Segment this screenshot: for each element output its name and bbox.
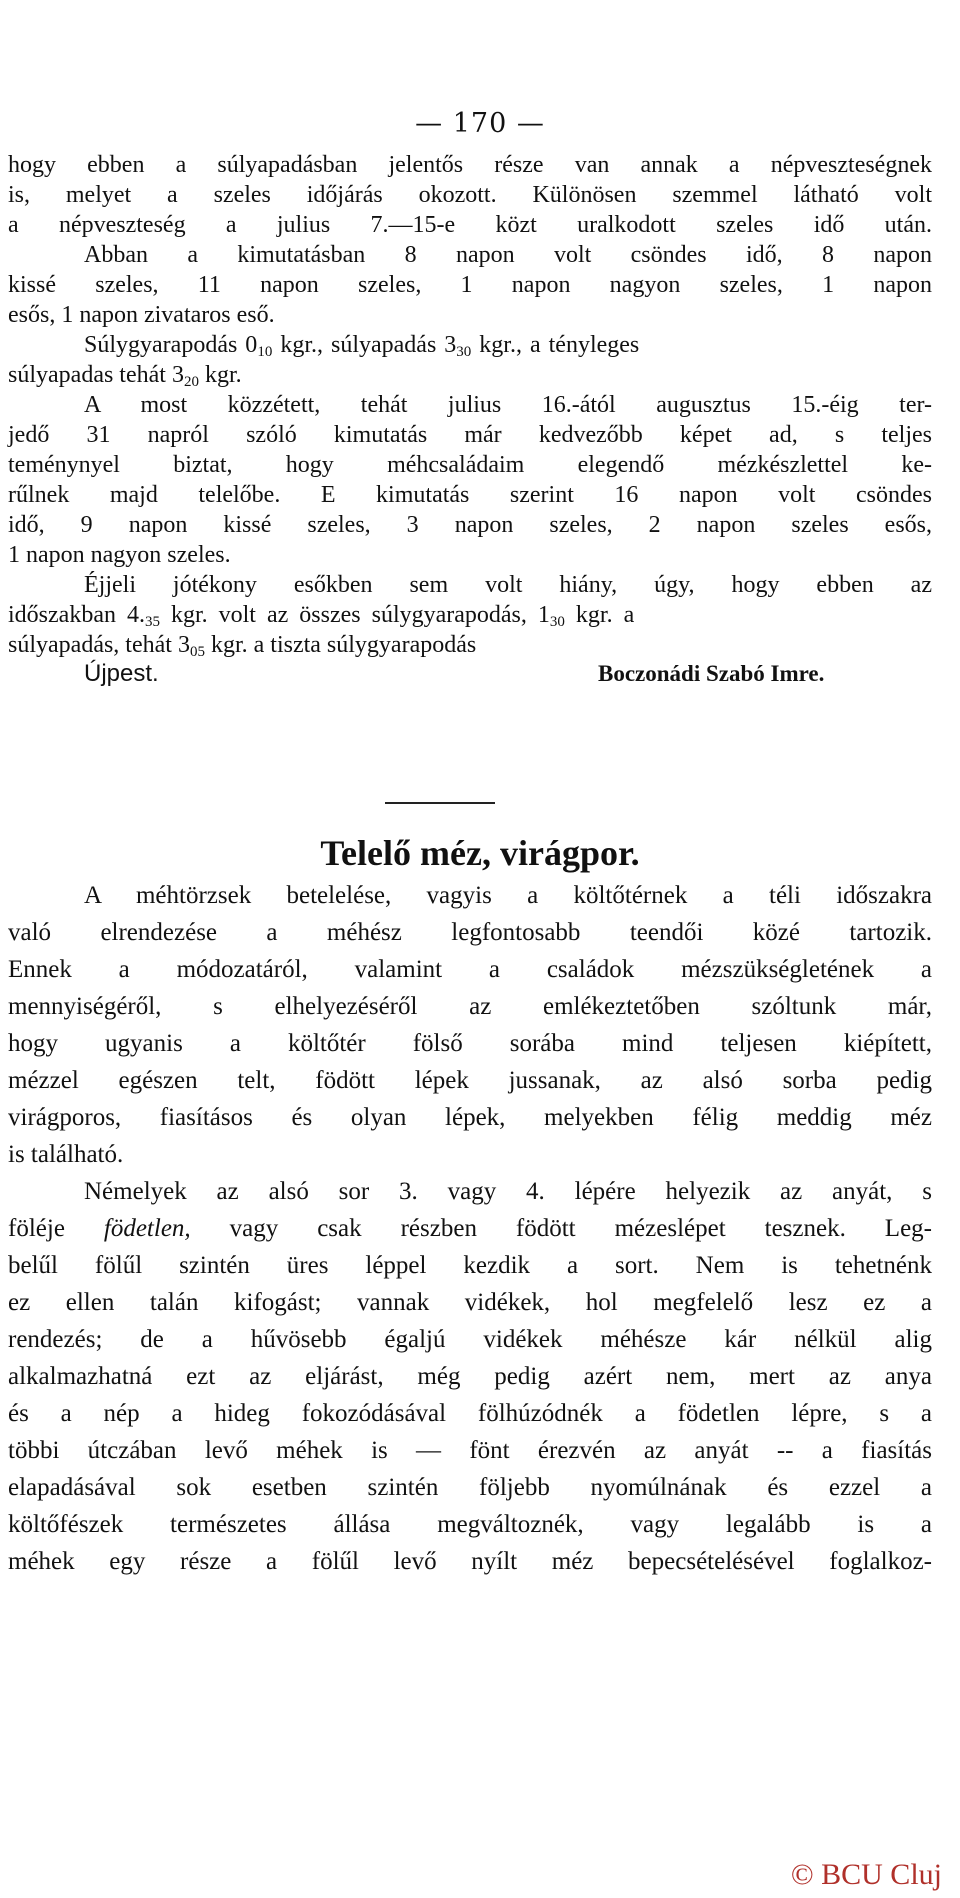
report2-line-5: idő, 9 napon kissé szeles, 3 napon szeles, 2 napon szeles esős, (8, 512, 932, 538)
report2-line-6: 1 napon nagyon szeles. (8, 542, 231, 568)
report-line-6: esős, 1 napon zivataros eső. (8, 302, 275, 328)
article-line-13: rendezés; de a hűvösebb égaljú vidékek méhésze kár nélkül alig (8, 1326, 932, 1353)
article-line-8: is található. (8, 1141, 124, 1168)
article-title: Telelő méz, virágpor. (320, 833, 640, 873)
article-line-4: mennyiségéről, s elhelyezéséről az emlékeztetőben szóltunk már, (8, 993, 932, 1020)
report2-line-4: rűlnek majd telelőbe. E kimutatás szerint 16 napon volt csöndes (8, 482, 932, 508)
period-line: időszakban $4._{35}$ kgr. volt az összes súlygyarapodás, $1_{30}$ kgr. a (8, 602, 635, 630)
article-line-16: többi útczában levő méhek is — fönt érezvén az anyát -- a fiasítás (8, 1437, 932, 1464)
copyright-watermark: © BCU Cluj (790, 1858, 942, 1891)
article-line-7: virágporos, fiasításos és olyan lépek, melyekben félig meddig méz (8, 1104, 932, 1131)
author-signature: Boczonádi Szabó Imre. (598, 661, 825, 686)
article-line-11: belűl fölűl szintén üres léppel kezdik a sort. Nem is tehetnénk (8, 1252, 932, 1279)
article-line-19: méhek egy része a fölűl levő nyílt méz bepecsételésével foglalkoz- (8, 1548, 932, 1575)
report2-line-7: Éjjeli jótékony esőkben sem volt hiány, úgy, hogy ebben az (84, 572, 932, 598)
report-line-3: a népveszteség a julius 7.—15-e közt uralkodott szeles idő után. (8, 212, 932, 238)
report-line-5: kissé szeles, 11 napon szeles, 1 napon nagyon szeles, 1 napon (8, 272, 932, 298)
page-number: — 170 — (415, 108, 545, 139)
article-line-1: A méhtörzsek betelelése, vagyis a költőtérnek a téli időszakra (84, 882, 932, 909)
article-line-12: ez ellen talán kifogást; vannak vidékek, hol megfelelő lesz ez a (8, 1289, 932, 1316)
article-line-18: költőfészek természetes állása megváltoznék, vagy legalább is a (8, 1511, 932, 1538)
final-line: súlyapadás, tehát $3_{05}$ kgr. a tiszta súlygyarapodás (8, 632, 477, 660)
article-line-2: való elrendezése a méhész legfontosabb teendői közé tartozik. (8, 919, 932, 946)
article-line-6: mézzel egészen telt, födött lépek jussanak, az alsó sorba pedig (8, 1067, 932, 1094)
article-line-15: és a nép a hideg fokozódásával fölhúzódnék a födetlen lépre, s a (8, 1400, 932, 1427)
net-line: súlyapadas tehát $3_{20}$ kgr. (8, 362, 242, 390)
italic-line: föléje födetlen, vagy csak részben födött mézeslépet tesznek. Leg- (8, 1215, 932, 1242)
report2-line-2: jedő 31 napról szóló kimutatás már kedvezőbb képet ad, s teljes (8, 422, 932, 448)
article-line-14: alkalmazhatná ezt az eljárást, még pedig azért nem, mert az anya (8, 1363, 932, 1390)
article-line-17: elapadásával sok esetben szintén följebb nyomúlnának és ezzel a (8, 1474, 932, 1501)
section-divider (385, 802, 495, 804)
place-name: Újpest. (84, 660, 159, 687)
article-line-3: Ennek a módozatáról, valamint a családok mézszükségletének a (8, 956, 932, 983)
report-line-1: hogy ebben a súlyapadásban jelentős része van annak a népveszteségnek (8, 152, 932, 178)
gain-line: Súlygyarapodás $0_{10}$ kgr., súlyapadás $3_{30}$ kgr., a tényleges (84, 332, 640, 360)
report-line-2: is, melyet a szeles időjárás okozott. Különösen szemmel látható volt (8, 182, 932, 208)
article-line-9: Némelyek az alsó sor 3. vagy 4. lépére helyezik az anyát, s (84, 1178, 932, 1205)
report2-line-1: A most közzétett, tehát julius 16.-ától augusztus 15.-éig ter- (84, 392, 932, 418)
report2-line-3: teménynyel biztat, hogy méhcsaládaim elegendő mézkészlettel ke- (8, 452, 932, 478)
article-line-5: hogy ugyanis a költőtér fölső sorába mind teljesen kiépített, (8, 1030, 932, 1057)
report-line-4: Abban a kimutatásban 8 napon volt csöndes idő, 8 napon (84, 242, 932, 268)
